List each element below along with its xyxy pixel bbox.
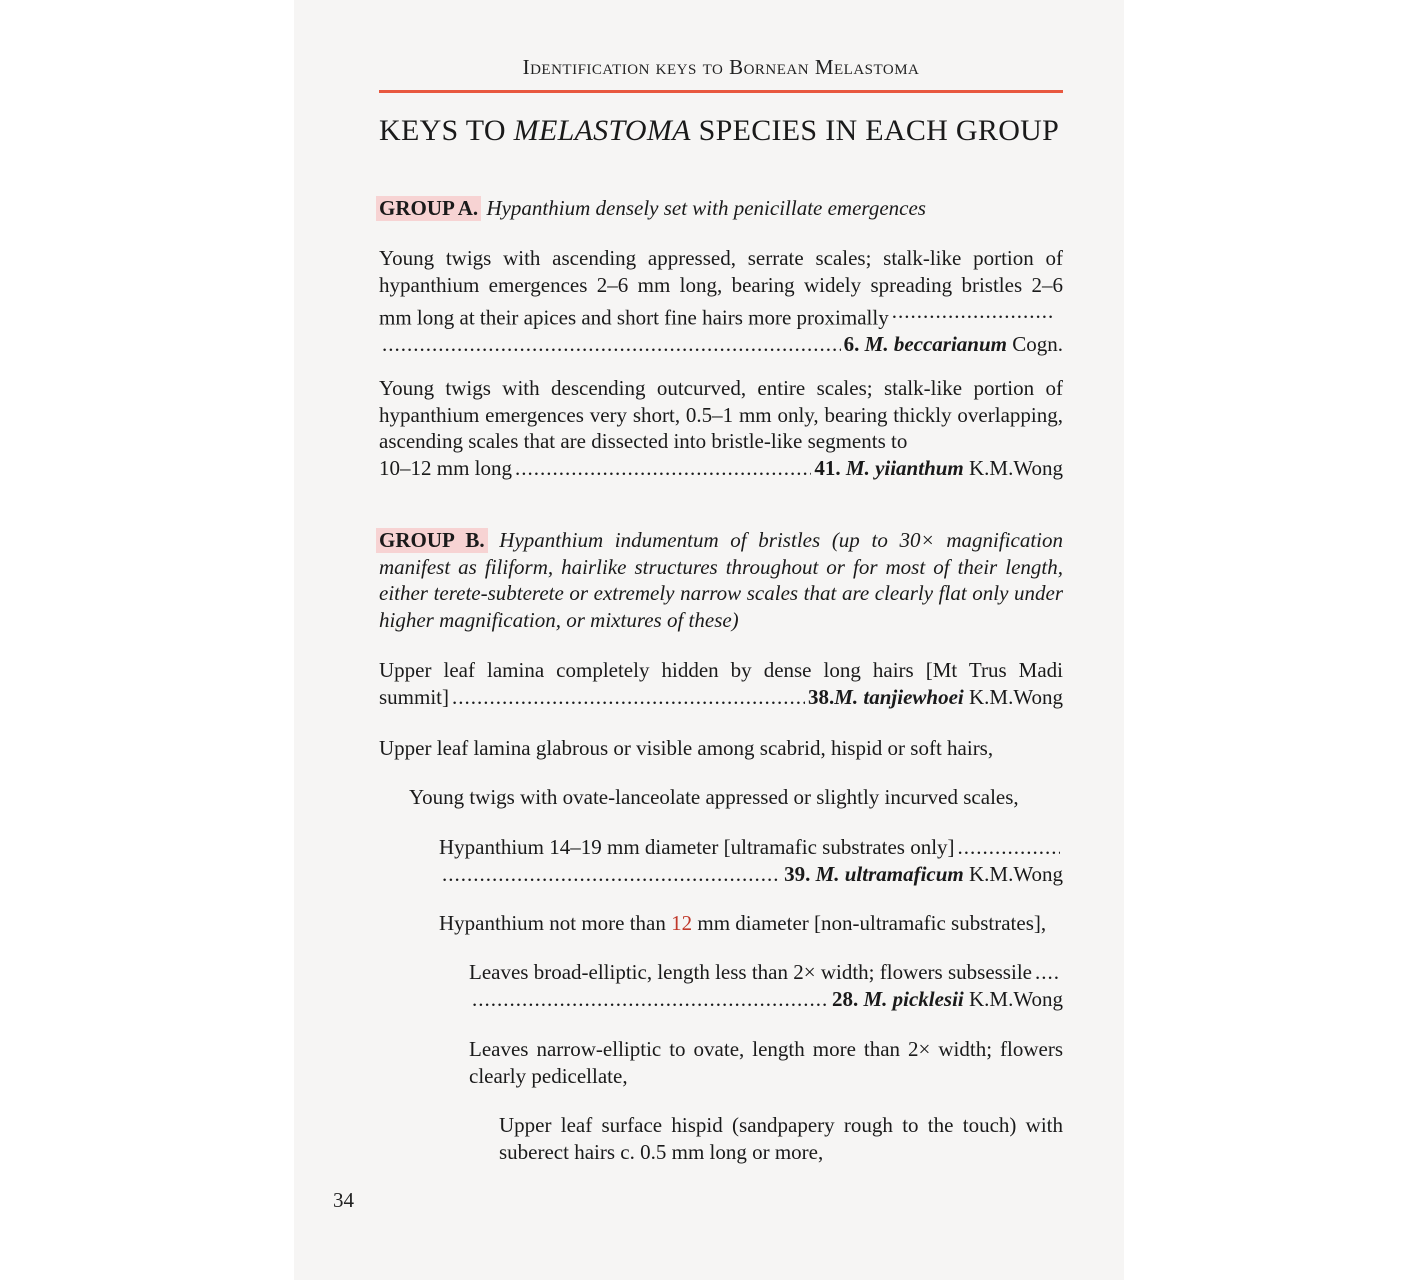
taxon-authority: K.M.Wong bbox=[969, 986, 1063, 1011]
running-head: Identification keys to Bornean Melastoma bbox=[522, 55, 920, 79]
key-lead-41 bbox=[379, 375, 1063, 481]
key-lead-6 bbox=[379, 245, 1063, 358]
header-rule bbox=[379, 90, 1063, 93]
lead-terminus bbox=[439, 861, 1063, 888]
key-lead-narrow-elliptic: Leaves narrow-elliptic to ovate, length more than 2× width; flowers clearly pedicellate, bbox=[469, 1037, 1063, 1088]
lead-terminus: 10–12 mm long ..... 41. M. yiianthum K.M.Wong bbox=[379, 455, 1063, 482]
lead-text: Hypanthium 14–19 mm diameter [ultramafic substrates only] ..... bbox=[439, 834, 1063, 861]
taxon-number: 41. bbox=[814, 455, 841, 480]
key-lead-28 bbox=[469, 959, 1063, 1012]
taxon-name: M. beccarianum bbox=[864, 332, 1007, 357]
lead-text: Leaves broad-elliptic, length less than 2× width; flowers subsessile ..... bbox=[469, 959, 1063, 986]
page-number: 34 bbox=[333, 1188, 354, 1212]
group-a-description: Hypanthium densely set with penicillate emergences bbox=[486, 196, 926, 220]
group-b-tag: GROUP B. bbox=[376, 528, 488, 553]
lead-terminus bbox=[469, 986, 1063, 1013]
key-lead-ovate-scales: Young twigs with ovate-lanceolate appressed or slightly incurved scales, bbox=[409, 785, 1019, 809]
group-b-description: Hypanthium indumentum of bristles (up to 30× magnification manifest as filiform, hairlike structures throughout or for most of their length, either terete-subterete or extremely narrow scales that are clearly flat only under higher magnification, or mixtures of these) bbox=[379, 528, 1063, 632]
taxon-name: M. ultramaficum bbox=[815, 861, 964, 886]
taxon-number: 6. bbox=[843, 332, 860, 357]
taxon-authority: K.M.Wong bbox=[969, 455, 1063, 480]
key-lead-hypanthium-small: Hypanthium not more than 12 mm diameter [non-ultramafic substrates], bbox=[439, 911, 1047, 935]
taxon-name: M. tanjiewhoei bbox=[834, 684, 964, 709]
group-b-heading bbox=[379, 527, 1063, 633]
lead-text: Young twigs with ascending appressed, serrate scales; stalk-like portion of hypanthium emergences 2–6 mm long, bearing widely spreading bristles 2–6 mm long at their apices and short fine hairs more proximally..... bbox=[379, 245, 1063, 331]
taxon-number: 28. bbox=[831, 986, 859, 1011]
taxon-authority: K.M.Wong bbox=[969, 684, 1063, 709]
taxon-number: 38. bbox=[807, 684, 835, 709]
key-lead-39 bbox=[439, 834, 1063, 887]
group-a-heading bbox=[379, 195, 1063, 222]
taxon-authority: K.M.Wong bbox=[969, 861, 1063, 886]
taxon-authority: Cogn. bbox=[1012, 332, 1063, 357]
lead-terminus bbox=[379, 331, 1063, 358]
taxon-name: M. picklesii bbox=[863, 986, 964, 1011]
taxon-number: 39. bbox=[784, 861, 811, 886]
taxon-name: M. yiianthum bbox=[845, 455, 964, 480]
page-title: KEYS TO MELASTOMA SPECIES IN EACH GROUP bbox=[379, 114, 1060, 147]
lead-terminus: summit] ..... 38.M. tanjiewhoei K.M.Wong bbox=[379, 684, 1063, 711]
group-a-tag: GROUP A. bbox=[376, 196, 481, 221]
lead-text: Young twigs with descending outcurved, entire scales; stalk-like portion of hypanthium emergences very short, 0.5–1 mm only, bearing thickly overlapping, ascending scales that are dissected into bristle-like segments to bbox=[379, 376, 1063, 454]
highlighted-number: 12 bbox=[671, 911, 693, 935]
lead-text: Upper leaf lamina completely hidden by dense long hairs [Mt Trus Madi bbox=[379, 658, 1063, 682]
key-lead-38 bbox=[379, 657, 1063, 710]
key-lead-lamina-glabrous: Upper leaf lamina glabrous or visible among scabrid, hispid or soft hairs, bbox=[379, 736, 994, 760]
key-lead-hispid: Upper leaf surface hispid (sandpapery rough to the touch) with suberect hairs c. 0.5 mm long or more, bbox=[499, 1113, 1063, 1164]
